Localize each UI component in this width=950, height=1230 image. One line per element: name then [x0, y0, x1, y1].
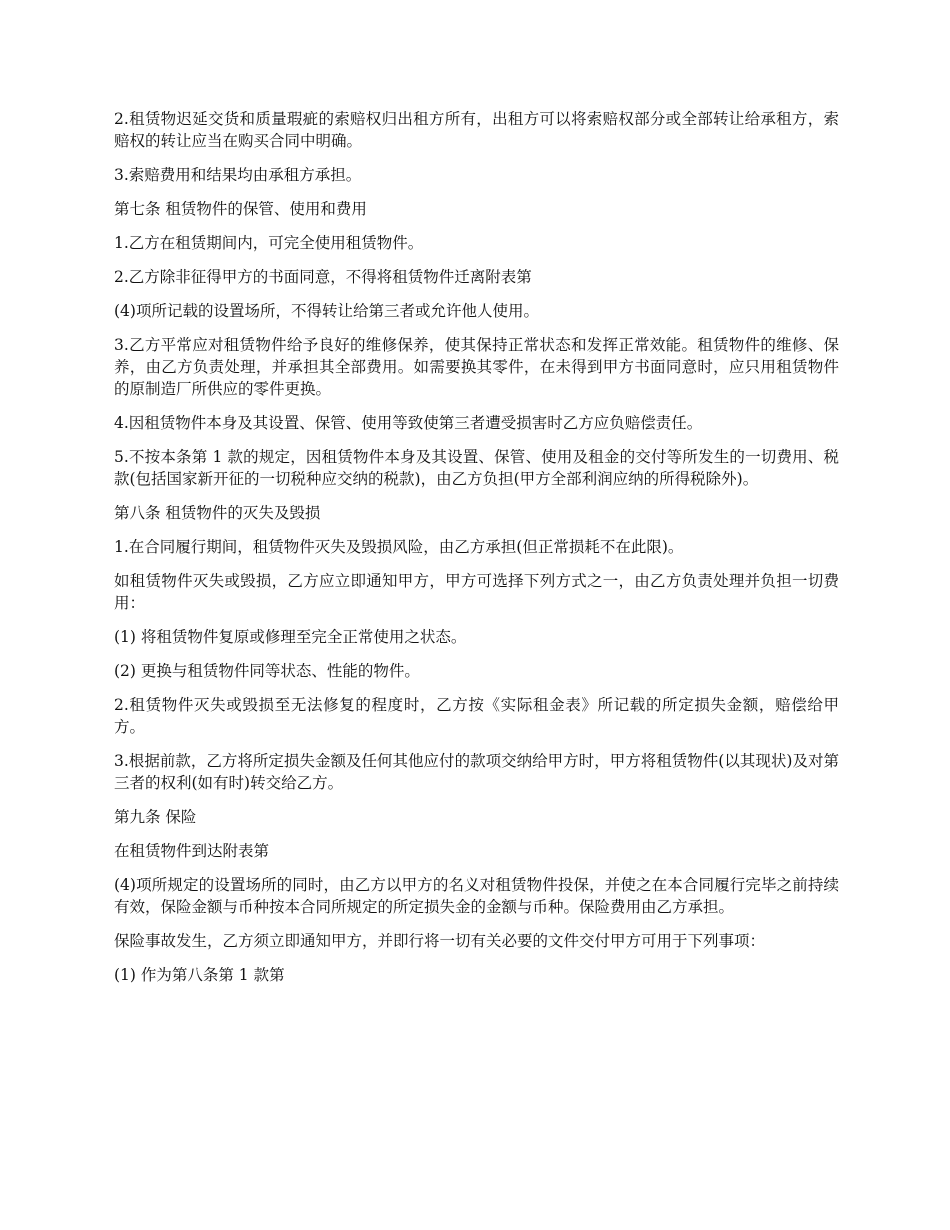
paragraph: 2.乙方除非征得甲方的书面同意，不得将租赁物件迁离附表第 [114, 268, 532, 286]
paragraph: (4)项所记载的设置场所，不得转让给第三者或允许他人使用。 [114, 302, 539, 320]
paragraph: (4)项所规定的设置场所的同时，由乙方以甲方的名义对租赁物件投保，并使之在本合同履行完毕之前持续有效，保险金额与币种按本合同所规定的所定损失金的金额与币种。保险费用由乙方承担。 [114, 876, 839, 916]
paragraph: 3.索赔费用和结果均由承租方承担。 [114, 166, 362, 184]
paragraph: 在租赁物件到达附表第 [114, 842, 270, 860]
paragraph: 5.不按本条第 1 款的规定，因租赁物件本身及其设置、保管、使用及租金的交付等所发生的一切费用、税款(包括国家新开征的一切税种应交纳的税款)，由乙方负担(甲方全部利润应纳的所得税除外)。 [114, 448, 839, 488]
document-body [114, 108, 839, 998]
paragraph: 2.租赁物件灭失或毁损至无法修复的程度时，乙方按《实际租金表》所记载的所定损失金额，赔偿给甲方。 [114, 696, 839, 736]
paragraph: 如租赁物件灭失或毁损，乙方应立即通知甲方，甲方可选择下列方式之一，由乙方负责处理并负担一切费用： [114, 572, 839, 612]
paragraph: 4.因租赁物件本身及其设置、保管、使用等致使第三者遭受损害时乙方应负赔偿责任。 [114, 414, 703, 432]
list-item: (1) 将租赁物件复原或修理至完全正常使用之状态。 [114, 628, 467, 646]
section-heading: 第七条 租赁物件的保管、使用和费用 [114, 200, 367, 218]
section-heading: 第八条 租赁物件的灭失及毁损 [114, 504, 321, 522]
section-heading: 第九条 保险 [114, 808, 197, 826]
list-item: (1) 作为第八条第 1 款第 [114, 966, 285, 984]
paragraph: 保险事故发生，乙方须立即通知甲方，并即行将一切有关必要的文件交付甲方可用于下列事项： [114, 932, 766, 950]
paragraph: 2.租赁物迟延交货和质量瑕疵的索赔权归出租方所有，出租方可以将索赔权部分或全部转让给承租方，索赔权的转让应当在购买合同中明确。 [114, 110, 839, 150]
paragraph: 1.乙方在租赁期间内，可完全使用租赁物件。 [114, 234, 424, 252]
paragraph: 1.在合同履行期间，租赁物件灭失及毁损风险，由乙方承担(但正常损耗不在此限)。 [114, 538, 684, 556]
paragraph: 3.乙方平常应对租赁物件给予良好的维修保养，使其保持正常状态和发挥正常效能。租赁物件的维修、保养，由乙方负责处理，并承担其全部费用。如需要换其零件，在未得到甲方书面同意时，应只用租赁物件的原制造厂所供应的零件更换。 [114, 336, 839, 398]
list-item: (2) 更换与租赁物件同等状态、性能的物件。 [114, 662, 420, 680]
paragraph: 3.根据前款，乙方将所定损失金额及任何其他应付的款项交纳给甲方时，甲方将租赁物件(以其现状)及对第三者的权利(如有时)转交给乙方。 [114, 752, 839, 792]
